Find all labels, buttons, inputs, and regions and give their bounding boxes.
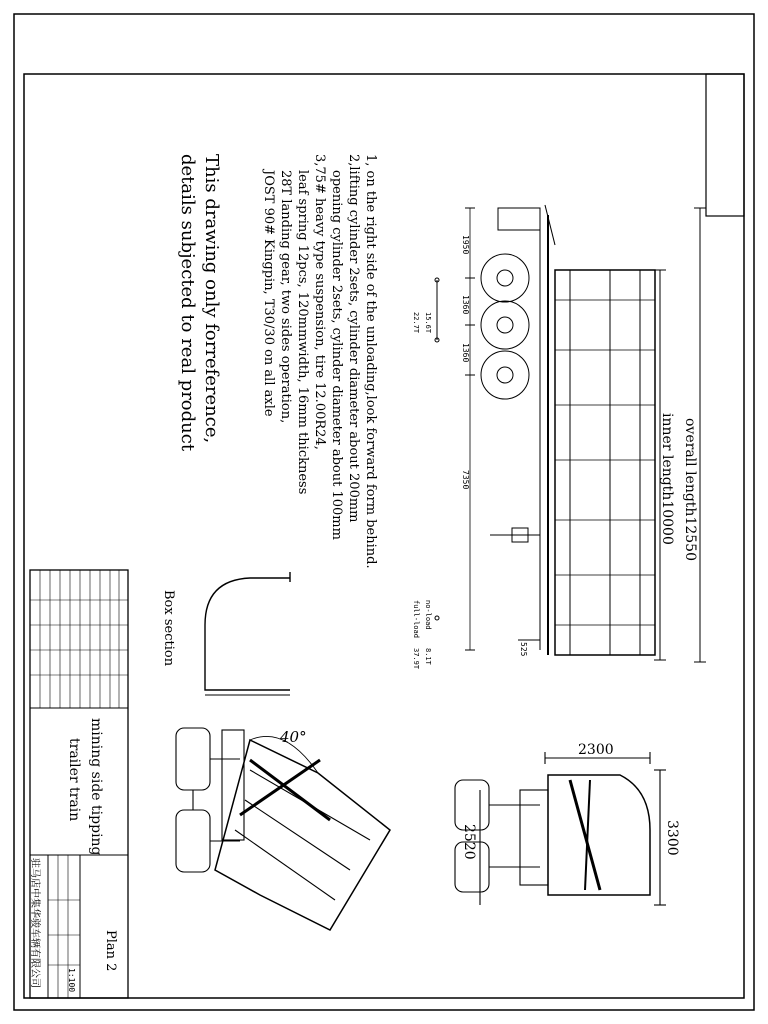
note-line-5: leaf spring 12pcs, 120mmwidth, 16mm thickness [295,170,310,495]
disclaimer-line-2: details subjected to real product [177,154,198,452]
no-load-value: 8.1T [424,648,432,665]
tipping-view [176,728,390,930]
dim-525: 525 [519,642,528,657]
dim-1950: 1950 [461,235,470,255]
inner-length-label: inner length10000 [659,413,675,545]
corner-box [706,74,744,216]
note-line-3: opening cylinder 2sets, cylinder diameter about 100mm [329,170,344,540]
tire-end-top [455,780,489,830]
dim-1360-b: 1360 [461,343,470,363]
note-line-1: 1, on the right side of the unloading,look forward form behind. [363,154,378,569]
wheels [481,254,529,399]
box-section-drawing [205,572,290,695]
note-line-4: 3,75# heavy type suspension, tire 12.00R24, [312,154,327,450]
note-line-7: JOST 90# Kingpin, T30/30 on all axle [261,170,276,417]
plan-label: Plan 2 [103,930,118,972]
end-box [548,775,650,895]
company-name: 驻马店中集华骏车辆有限公司 [29,858,40,988]
note-line-6: 28T landing gear, two sides operation, [278,170,293,424]
tipping-angle-label: 40° [280,728,307,746]
gooseneck [498,208,540,230]
end-view [455,752,666,905]
inner-border [24,74,744,998]
note-line-2: 2,lifting cylinder 2sets, cylinder diameter about 200mm [346,154,361,523]
box-section-profile [205,578,290,690]
no-load-label: no-load [424,600,432,630]
tire-left-bottom [176,810,210,872]
product-name-line-1: mining side tipping [88,718,104,856]
full-load-value: 37.9T [412,648,420,670]
axle-load-b: 22.7T [412,312,420,334]
end-width-label: 2300 [578,742,614,758]
scale-label: 1:100 [67,968,76,993]
disclaimer-line-1: This drawing only forreference, [201,154,222,444]
dim-7350: 7350 [461,470,470,490]
overall-length-label: overall length12550 [682,418,698,561]
end-track-label: 2520 [461,824,477,860]
outer-border [14,14,754,1010]
tire-left-top [176,728,210,790]
dim-1360-a: 1360 [461,295,470,315]
full-load-label: full-load [412,600,420,638]
box-section-label: Box section [161,590,176,667]
product-name-line-2: trailer train [66,738,82,822]
end-height-label: 3300 [664,820,680,856]
axle-load-a: 15.6T [424,312,432,334]
